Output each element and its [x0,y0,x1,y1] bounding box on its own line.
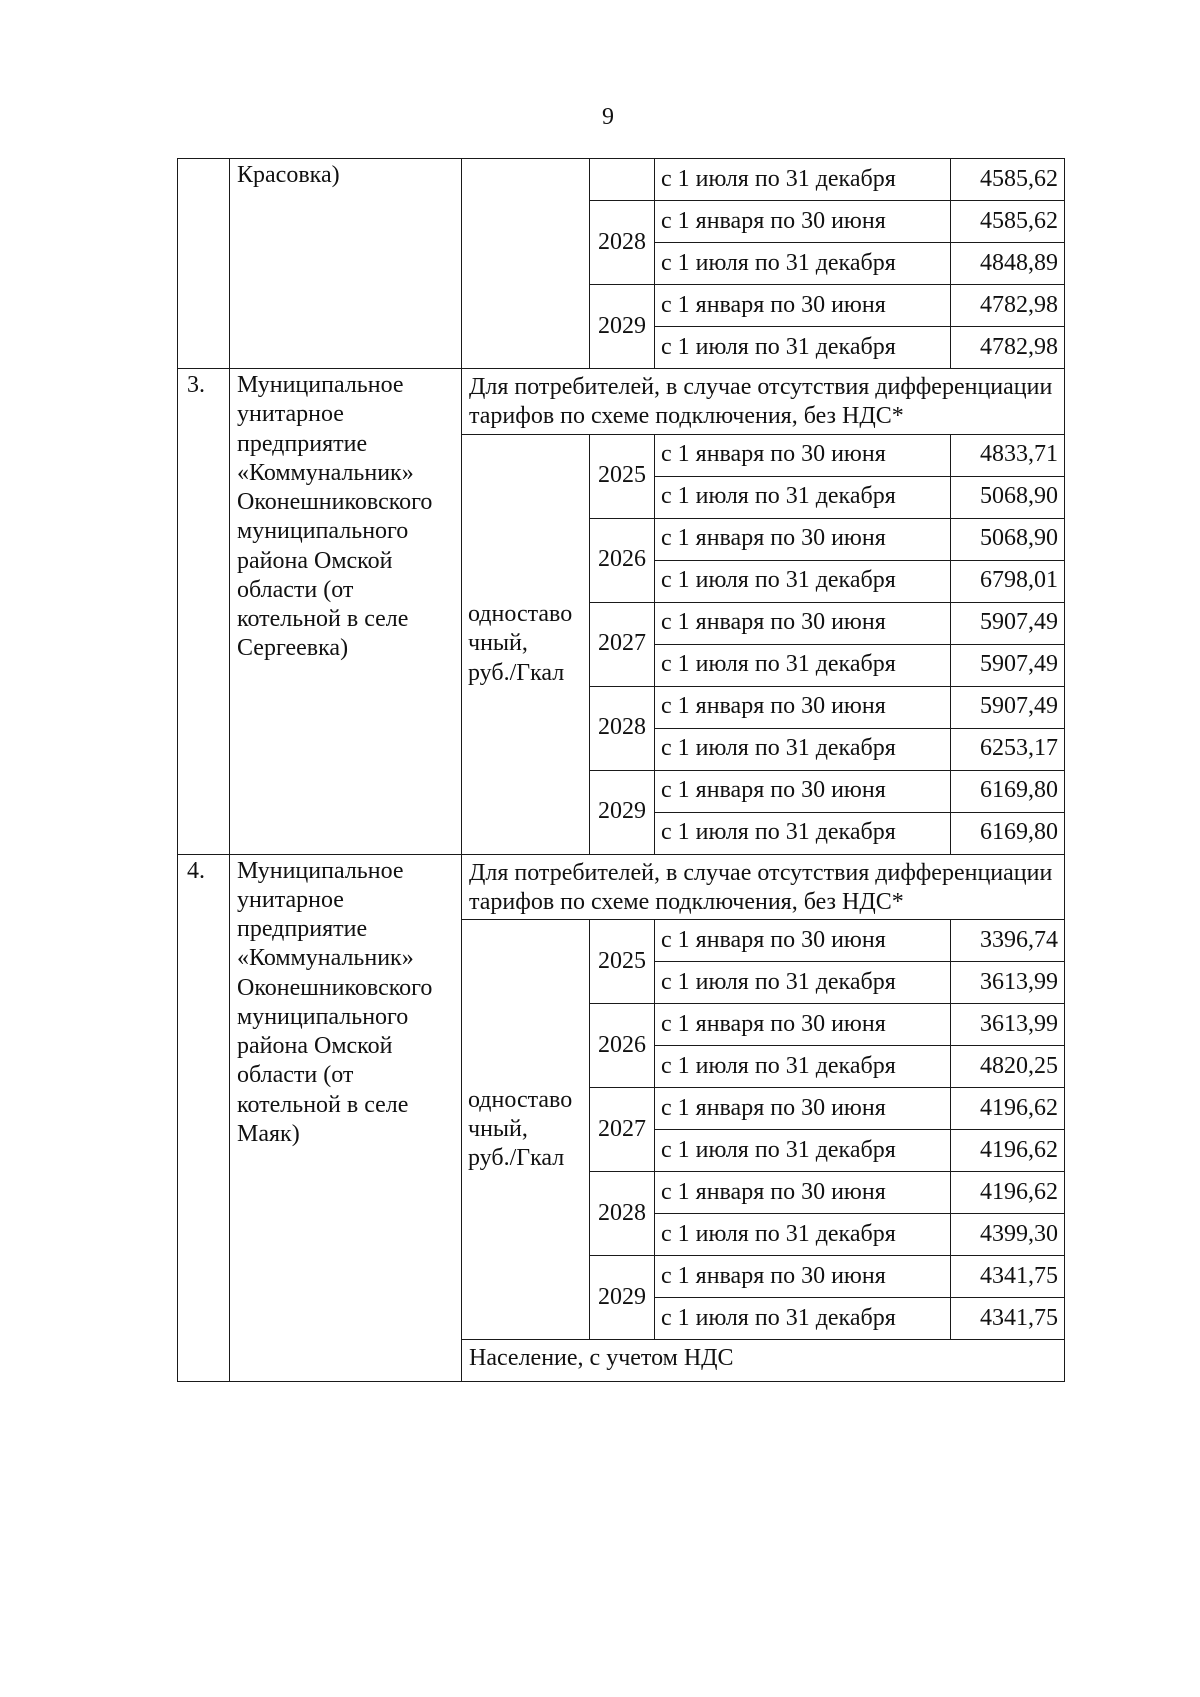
tariff-unit: одноставо чный, руб./Гкал [462,920,590,1340]
year-cell: 2029 [590,770,655,854]
consumer-group-header: Для потребителей, в случае отсутствия дифференциации тарифов по схеме подключения, без НДС* [462,854,1065,920]
tariff-value: 4196,62 [951,1130,1065,1172]
period-cell: с 1 января по 30 июня [655,1004,951,1046]
tariff-value: 4848,89 [951,243,1065,285]
year-cell: 2027 [590,1088,655,1172]
tariff-value: 4782,98 [951,285,1065,327]
period-cell: с 1 января по 30 июня [655,201,951,243]
tariff-value: 3613,99 [951,962,1065,1004]
year-cell: 2029 [590,285,655,369]
year-cell: 2026 [590,1004,655,1088]
tariff-unit: одноставо чный, руб./Гкал [462,434,590,854]
period-cell: с 1 июля по 31 декабря [655,560,951,602]
year-cell: 2027 [590,602,655,686]
period-cell: с 1 июля по 31 декабря [655,812,951,854]
tariff-value: 6169,80 [951,812,1065,854]
row-number: 3. [178,369,230,855]
year-cell: 2029 [590,1256,655,1340]
tariff-value: 4399,30 [951,1214,1065,1256]
tariff-value: 5907,49 [951,644,1065,686]
tariff-value: 4820,25 [951,1046,1065,1088]
tariff-value: 3613,99 [951,1004,1065,1046]
period-cell: с 1 января по 30 июня [655,1172,951,1214]
period-cell: с 1 января по 30 июня [655,770,951,812]
tariff-value: 4585,62 [951,201,1065,243]
tariff-table [177,158,1065,1382]
period-cell: с 1 июля по 31 декабря [655,962,951,1004]
period-cell: с 1 января по 30 июня [655,920,951,962]
period-cell: с 1 июля по 31 декабря [655,644,951,686]
organization-name: Муниципальное унитарное предприятие «Коммунальник» Оконешниковского муниципального района Омской области (от котельной в селе Маяк) [230,854,462,1382]
row-number [178,159,230,369]
period-cell: с 1 июля по 31 декабря [655,476,951,518]
period-cell: с 1 января по 30 июня [655,686,951,728]
period-cell: с 1 января по 30 июня [655,1088,951,1130]
year-cell: 2028 [590,686,655,770]
row-number: 4. [178,854,230,1382]
tariff-value: 4833,71 [951,434,1065,476]
tariff-value: 4782,98 [951,327,1065,369]
tariff-value: 6253,17 [951,728,1065,770]
period-cell: с 1 января по 30 июня [655,285,951,327]
tariff-value: 3396,74 [951,920,1065,962]
section-header-row [178,369,1065,435]
tariff-value: 4341,75 [951,1298,1065,1340]
section-header-row [178,854,1065,920]
population-group-label: Население, с учетом НДС [462,1340,1065,1382]
consumer-group-header: Для потребителей, в случае отсутствия дифференциации тарифов по схеме подключения, без НДС* [462,369,1065,435]
tariff-value: 4341,75 [951,1256,1065,1298]
tariff-unit [462,159,590,369]
table-row [178,159,1065,201]
period-cell: с 1 января по 30 июня [655,602,951,644]
period-cell: с 1 января по 30 июня [655,518,951,560]
tariff-value: 5907,49 [951,602,1065,644]
tariff-value: 5068,90 [951,476,1065,518]
organization-name: Муниципальное унитарное предприятие «Коммунальник» Оконешниковского муниципального района Омской области (от котельной в селе Сергеевка) [230,369,462,855]
tariff-value: 5068,90 [951,518,1065,560]
tariff-value: 6798,01 [951,560,1065,602]
year-cell: 2025 [590,434,655,518]
period-cell: с 1 января по 30 июня [655,434,951,476]
page-number: 9 [602,104,614,130]
tariff-value: 4196,62 [951,1172,1065,1214]
period-cell: с 1 июля по 31 декабря [655,1298,951,1340]
period-cell: с 1 июля по 31 декабря [655,327,951,369]
period-cell: с 1 июля по 31 декабря [655,159,951,201]
tariff-value: 4196,62 [951,1088,1065,1130]
year-cell: 2025 [590,920,655,1004]
period-cell: с 1 января по 30 июня [655,1256,951,1298]
period-cell: с 1 июля по 31 декабря [655,1046,951,1088]
period-cell: с 1 июля по 31 декабря [655,1130,951,1172]
tariff-value: 4585,62 [951,159,1065,201]
period-cell: с 1 июля по 31 декабря [655,1214,951,1256]
year-cell: 2026 [590,518,655,602]
organization-name: Красовка) [230,159,462,369]
period-cell: с 1 июля по 31 декабря [655,728,951,770]
tariff-value: 6169,80 [951,770,1065,812]
year-cell: 2028 [590,1172,655,1256]
tariff-value: 5907,49 [951,686,1065,728]
year-cell: 2028 [590,201,655,285]
year-cell [590,159,655,201]
period-cell: с 1 июля по 31 декабря [655,243,951,285]
